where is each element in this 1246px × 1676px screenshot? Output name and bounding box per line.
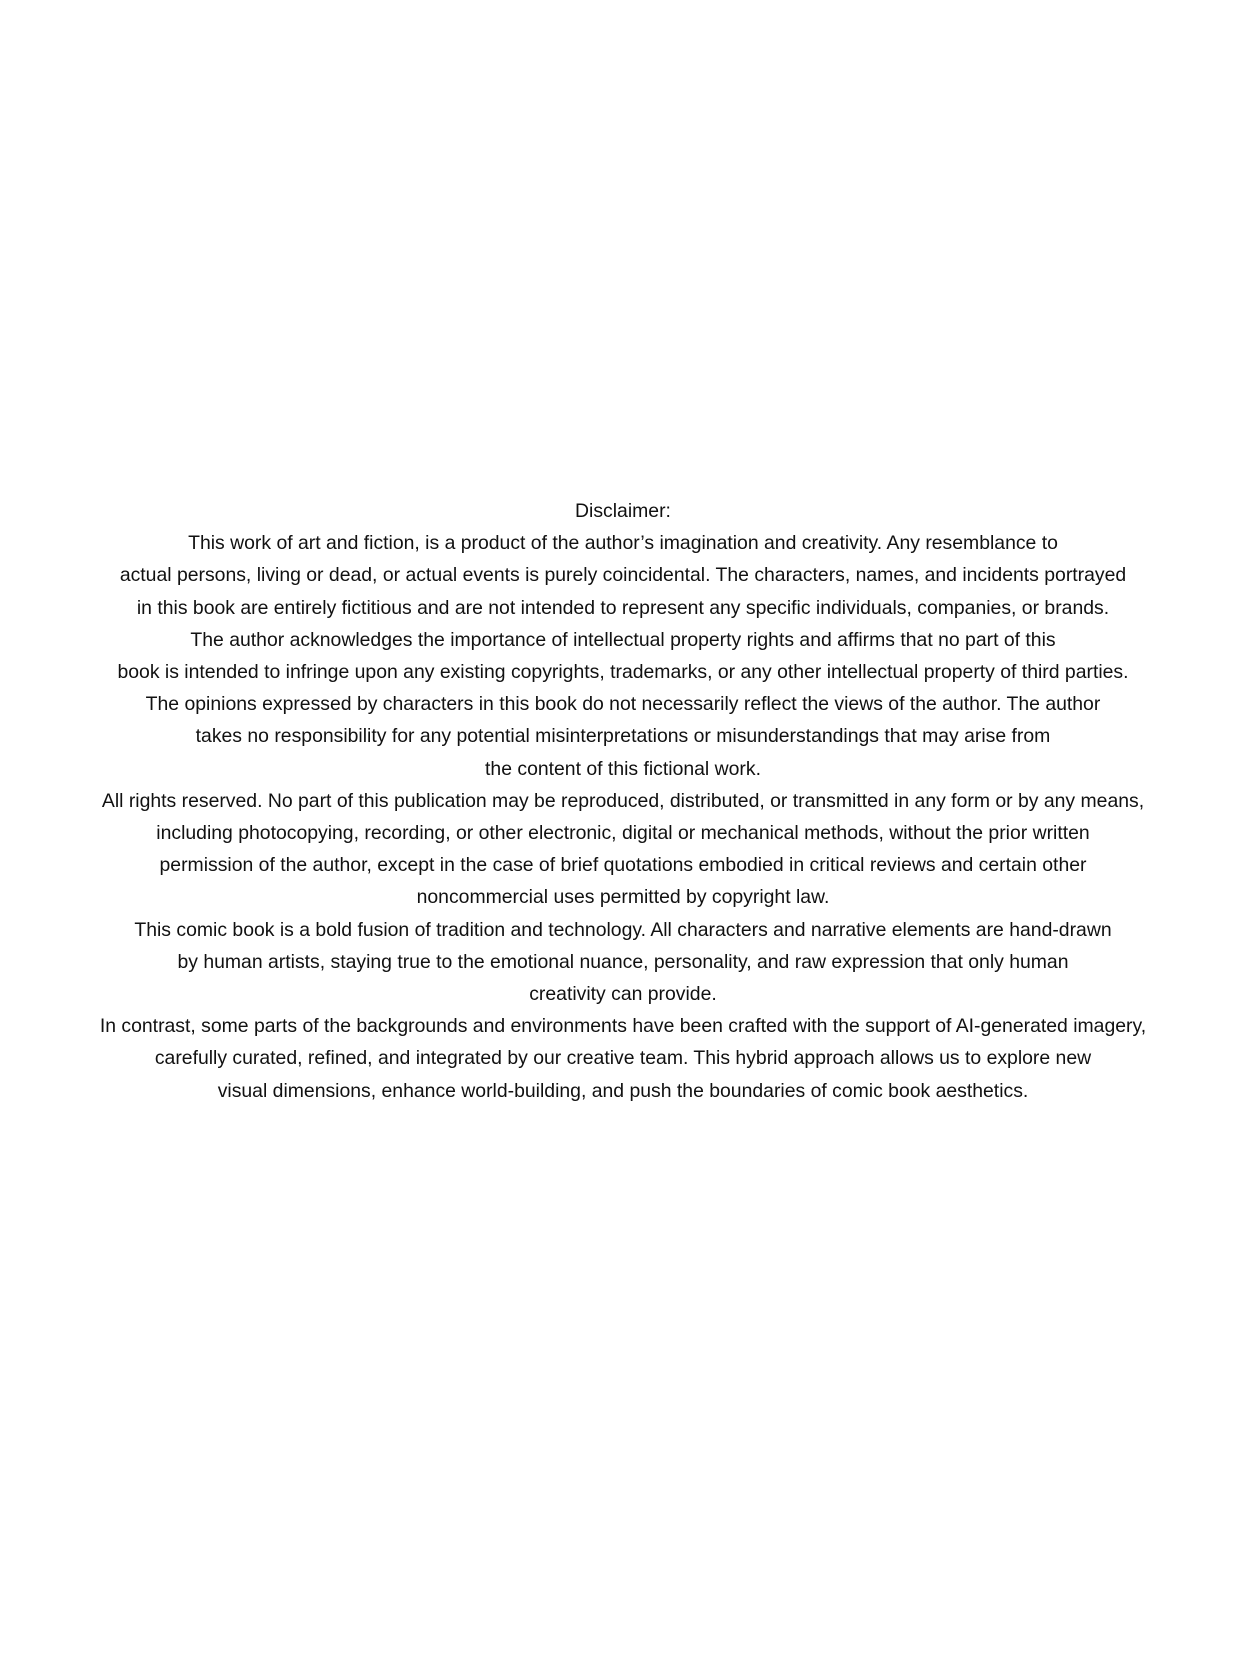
disclaimer-line: the content of this fictional work. (485, 757, 761, 780)
disclaimer-line: This work of art and fiction, is a product of the author’s imagination and creativity. Any resemblance to (188, 532, 1058, 555)
disclaimer-line: actual persons, living or dead, or actual events is purely coincidental. The characters, names, and incidents portrayed (119, 564, 1127, 587)
disclaimer-block (0, 495, 1246, 1107)
disclaimer-line: in this book are entirely fictitious and are not intended to represent any specific individuals, companies, or brands. (136, 596, 1110, 619)
disclaimer-line: by human artists, staying true to the emotional nuance, personality, and raw expression that only human (177, 950, 1069, 973)
disclaimer-line: carefully curated, refined, and integrated by our creative team. This hybrid approach allows us to explore new (154, 1047, 1092, 1070)
disclaimer-line: In contrast, some parts of the backgrounds and environments have been crafted with the support of AI-generated imagery, (99, 1015, 1147, 1038)
disclaimer-line: book is intended to infringe upon any existing copyrights, trademarks, or any other intellectual property of third parties. (117, 661, 1129, 684)
disclaimer-line: including photocopying, recording, or other electronic, digital or mechanical methods, without the prior written (156, 822, 1090, 845)
disclaimer-line: This comic book is a bold fusion of tradition and technology. All characters and narrative elements are hand-drawn (134, 918, 1112, 941)
disclaimer-line: takes no responsibility for any potential misinterpretations or misunderstandings that may arise from (195, 725, 1051, 748)
disclaimer-line: noncommercial uses permitted by copyright law. (416, 886, 830, 909)
disclaimer-line: creativity can provide. (529, 983, 717, 1006)
disclaimer-line: visual dimensions, enhance world-building, and push the boundaries of comic book aesthetics. (217, 1079, 1029, 1102)
disclaimer-line: The opinions expressed by characters in this book do not necessarily reflect the views of the author. The author (145, 693, 1101, 716)
disclaimer-line: permission of the author, except in the case of brief quotations embodied in critical reviews and certain other (159, 854, 1087, 877)
disclaimer-line: The author acknowledges the importance of intellectual property rights and affirms that no part of this (190, 628, 1056, 651)
disclaimer-heading: Disclaimer: (575, 500, 671, 522)
disclaimer-line: All rights reserved. No part of this publication may be reproduced, distributed, or transmitted in any form or by any means, (101, 789, 1145, 812)
